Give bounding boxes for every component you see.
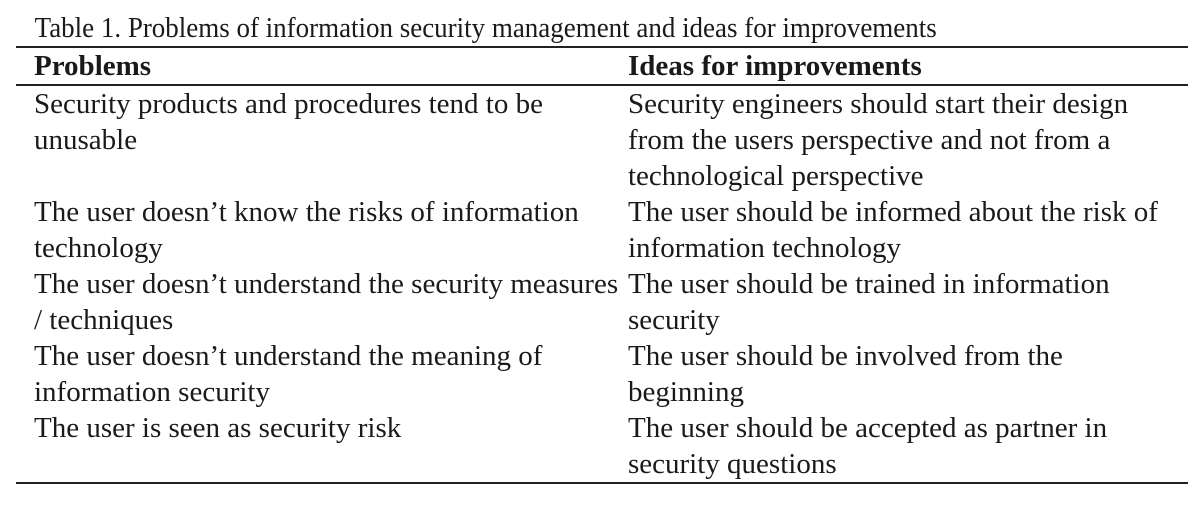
idea-text: The user should be accepted as partner in security questions bbox=[628, 412, 1108, 480]
table-row bbox=[16, 85, 1188, 194]
idea-cell bbox=[628, 194, 1188, 266]
idea-cell bbox=[628, 85, 1188, 194]
problem-cell bbox=[16, 410, 628, 483]
problem-text: Security products and procedures tend to be unusable bbox=[34, 88, 543, 156]
idea-text: The user should be informed about the risk of information technology bbox=[628, 196, 1158, 264]
problem-cell bbox=[16, 338, 628, 410]
table-row bbox=[16, 410, 1188, 483]
table-body bbox=[16, 85, 1188, 483]
problem-cell bbox=[16, 194, 628, 266]
problem-text: The user doesn’t know the risks of information technology bbox=[34, 196, 579, 264]
table-row bbox=[16, 338, 1188, 410]
idea-cell bbox=[628, 410, 1188, 483]
problem-cell bbox=[16, 85, 628, 194]
header-ideas: Ideas for improvements bbox=[628, 50, 922, 82]
idea-cell bbox=[628, 266, 1188, 338]
problem-text: The user doesn’t understand the security measures / techniques bbox=[34, 268, 619, 336]
table-header bbox=[16, 47, 1188, 85]
idea-text: The user should be involved from the beginning bbox=[628, 340, 1063, 408]
problem-text: The user is seen as security risk bbox=[34, 412, 402, 444]
problems-ideas-table bbox=[16, 46, 1188, 484]
table-caption: Table 1. Problems of information security management and ideas for improvements bbox=[34, 12, 937, 44]
idea-text: The user should be trained in information security bbox=[628, 268, 1110, 336]
table-row bbox=[16, 194, 1188, 266]
header-problems: Problems bbox=[34, 50, 152, 82]
problem-cell bbox=[16, 266, 628, 338]
idea-text: Security engineers should start their design from the users perspective and not from a technological perspective bbox=[628, 88, 1129, 192]
problem-text: The user doesn’t understand the meaning of information security bbox=[34, 340, 543, 408]
idea-cell bbox=[628, 338, 1188, 410]
document bbox=[16, 10, 1170, 484]
table-row bbox=[16, 266, 1188, 338]
header-row bbox=[16, 47, 1188, 85]
